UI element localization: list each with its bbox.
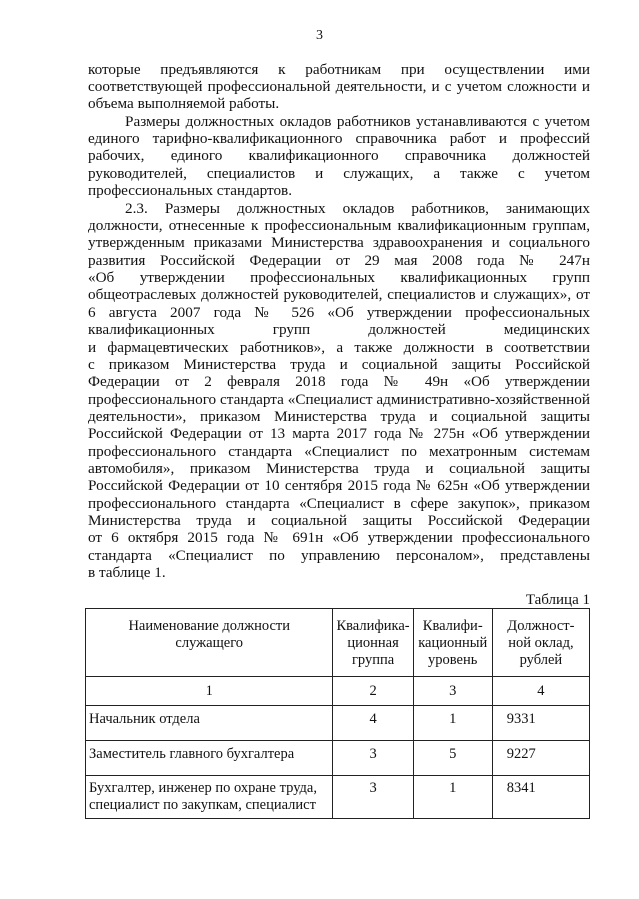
level-cell: 1 (413, 776, 492, 819)
column-number: 3 (413, 677, 492, 706)
level-cell: 1 (413, 706, 492, 741)
text-line: деятельности», приказом Министерства труда и социальной защиты (88, 408, 590, 425)
text-line: 2.3. Размеры должностных окладов работников, занимающих (125, 200, 590, 217)
text-line: 6 августа 2007 года № 526 «Об утверждении профессиональных (88, 304, 590, 321)
text-line: от 6 октября 2015 года № 691н «Об утверждении профессионального (88, 529, 590, 546)
text-line: в таблице 1. (88, 564, 166, 581)
text-line: профессионального стандарта «Специалист в сфере закупок», приказом (88, 495, 590, 512)
header-salary: Должност- ной оклад, рублей (492, 609, 589, 677)
table-row (86, 706, 590, 741)
text-line: которые предъявляются к работникам при осуществлении ими (88, 61, 590, 78)
text-line: общеотраслевых должностей руководителей, специалистов и служащих», от (88, 286, 590, 303)
table-row (86, 776, 590, 819)
text-line: профессионального стандарта «Специалист административно-хозяйственной (88, 391, 590, 408)
text-line: Федерации от 2 февраля 2018 года № 49н «Об утверждении (88, 373, 590, 390)
text-line: и фармацевтических работников», а также должности в соответствии (88, 339, 590, 356)
text-line: квалификационных групп должностей медицинских (88, 321, 590, 338)
header-position: Наименование должности служащего (86, 609, 333, 677)
text-line: с приказом Министерства труда и социальной защиты Российской (88, 356, 590, 373)
text-line: утвержденным приказами Министерства здравоохранения и социального (88, 234, 590, 251)
level-cell: 5 (413, 741, 492, 776)
salary-table (85, 608, 590, 819)
header-level: Квалифи- кационный уровень (413, 609, 492, 677)
position-cell: Бухгалтер, инженер по охране труда, специалист по закупкам, специалист (86, 776, 333, 819)
text-line: развития Российской Федерации от 29 мая 2008 года № 247н (88, 252, 590, 269)
text-line: руководителей, специалистов и служащих, а также с учетом (88, 165, 590, 182)
text-line: рабочих, единого квалификационного справочника должностей (88, 147, 590, 164)
text-line: Размеры должностных окладов работников устанавливаются с учетом (125, 113, 590, 130)
text-line: профессиональных стандартов. (88, 182, 293, 199)
salary-cell: 9227 (492, 741, 589, 776)
table-row (86, 741, 590, 776)
column-number: 4 (492, 677, 589, 706)
header-group: Квалифика- ционная группа (333, 609, 413, 677)
table-header-row (86, 609, 590, 677)
text-line: соответствующей профессиональной деятельности, и с учетом сложности и (88, 78, 590, 95)
text-line: «Об утверждении профессиональных квалификационных групп (88, 269, 590, 286)
position-cell: Начальник отдела (86, 706, 333, 741)
text-line: единого тарифно-квалификационного справочника работ и профессий (88, 130, 590, 147)
column-number: 2 (333, 677, 413, 706)
text-line: Министерства труда и социальной защиты Российской Федерации (88, 512, 590, 529)
text-line: профессионального стандарта «Специалист по мехатронным системам (88, 443, 590, 460)
text-line: автомобиля», приказом Министерства труда и социальной защиты (88, 460, 590, 477)
position-cell: Заместитель главного бухгалтера (86, 741, 333, 776)
page-number: 3 (316, 28, 323, 43)
group-cell: 4 (333, 706, 413, 741)
salary-cell: 8341 (492, 776, 589, 819)
text-line: Российской Федерации от 13 марта 2017 года № 275н «Об утверждении (88, 425, 590, 442)
column-number: 1 (86, 677, 333, 706)
salary-cell: 9331 (492, 706, 589, 741)
group-cell: 3 (333, 741, 413, 776)
text-line: стандарта «Специалист по управлению персоналом», представлены (88, 547, 590, 564)
table-caption: Таблица 1 (525, 592, 590, 608)
text-line: Российской Федерации от 10 сентября 2015 года № 625н «Об утверждении (88, 477, 590, 494)
group-cell: 3 (333, 776, 413, 819)
text-line: объема выполняемой работы. (88, 95, 280, 112)
text-line: должности, отнесенные к профессиональным квалификационным группам, (88, 217, 590, 234)
column-number-row (86, 677, 590, 706)
